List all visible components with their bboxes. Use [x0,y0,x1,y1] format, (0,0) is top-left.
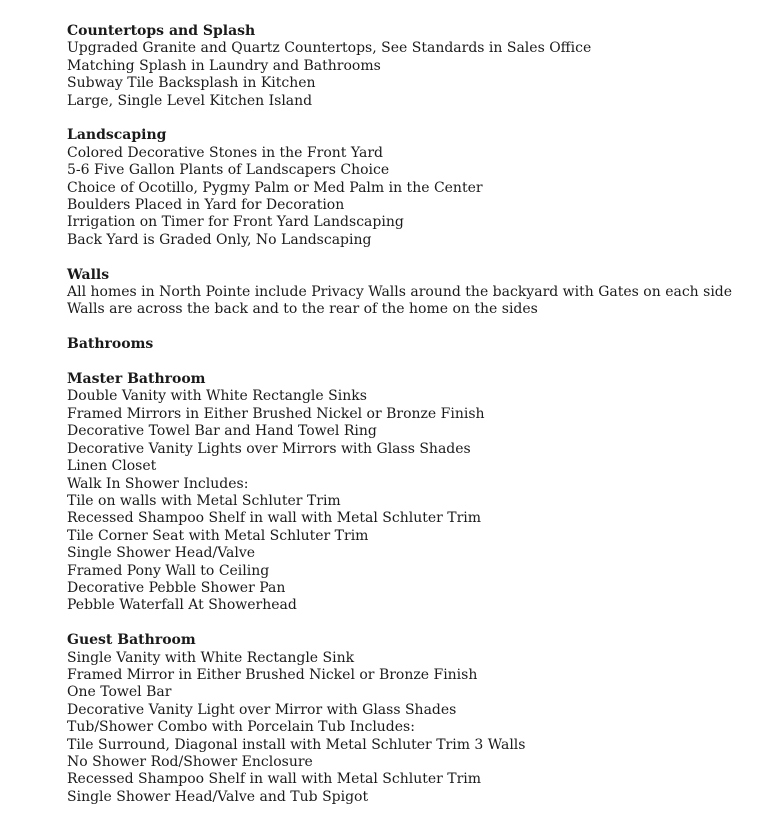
list-item: Colored Decorative Stones in the Front Yard [67,144,383,161]
list-item: Decorative Pebble Shower Pan [67,579,286,596]
list-item: Walls are across the back and to the rear of the home on the sides [67,301,538,318]
list-item: Tile Corner Seat with Metal Schluter Trim [67,527,369,544]
section-heading: Landscaping [67,127,167,144]
list-item: Upgraded Granite and Quartz Countertops, See Standards in Sales Office [67,40,592,57]
subsection-heading: Master Bathroom [67,371,206,388]
list-item: Back Yard is Graded Only, No Landscaping [67,231,372,248]
list-item: Tile on walls with Metal Schluter Trim [67,492,341,509]
list-item: Decorative Vanity Lights over Mirrors with Glass Shades [67,440,471,457]
list-item: Subway Tile Backsplash in Kitchen [67,75,316,92]
list-item: Decorative Vanity Light over Mirror with Glass Shades [67,701,457,718]
section-countertops [67,23,747,110]
section-master-bathroom [67,371,747,615]
list-item: All homes in North Pointe include Privacy Walls around the backyard with Gates on each side [67,284,733,301]
list-item: 5-6 Five Gallon Plants of Landscapers Choice [67,162,390,179]
list-item: Double Vanity with White Rectangle Sinks [67,388,367,405]
list-item: Framed Mirrors in Either Brushed Nickel or Bronze Finish [67,405,485,422]
list-item: Tile Surround, Diagonal install with Metal Schluter Trim 3 Walls [67,736,526,753]
subsection-heading: Guest Bathroom [67,632,196,649]
list-item: Boulders Placed in Yard for Decoration [67,197,345,214]
section-bathrooms [67,336,747,353]
list-item: Framed Pony Wall to Ceiling [67,562,270,579]
list-item: Irrigation on Timer for Front Yard Landscaping [67,214,404,231]
list-item: No Shower Rod/Shower Enclosure [67,753,313,770]
list-item: Single Shower Head/Valve and Tub Spigot [67,788,369,805]
list-item: Choice of Ocotillo, Pygmy Palm or Med Palm in the Center [67,179,483,196]
list-item: Framed Mirror in Either Brushed Nickel or Bronze Finish [67,666,478,683]
section-landscaping [67,127,747,249]
document-page [67,23,747,824]
list-item: Matching Splash in Laundry and Bathrooms [67,57,381,74]
list-item: Pebble Waterfall At Showerhead [67,597,297,614]
list-item: Walk In Shower Includes: [67,475,249,492]
list-item: Decorative Towel Bar and Hand Towel Ring [67,423,377,440]
list-item: Recessed Shampoo Shelf in wall with Metal Schluter Trim [67,510,482,527]
section-heading: Walls [67,266,110,283]
list-item: Single Shower Head/Valve [67,545,256,562]
list-item: Single Vanity with White Rectangle Sink [67,649,355,666]
section-guest-bathroom [67,632,747,806]
list-item: Linen Closet [67,458,157,475]
list-item: Large, Single Level Kitchen Island [67,92,313,109]
section-heading: Countertops and Splash [67,23,256,39]
list-item: Tub/Shower Combo with Porcelain Tub Includes: [67,719,415,736]
section-walls [67,267,747,319]
list-item: One Towel Bar [67,684,172,701]
list-item: Recessed Shampoo Shelf in wall with Metal Schluter Trim [67,771,482,788]
section-heading: Bathrooms [67,336,154,353]
